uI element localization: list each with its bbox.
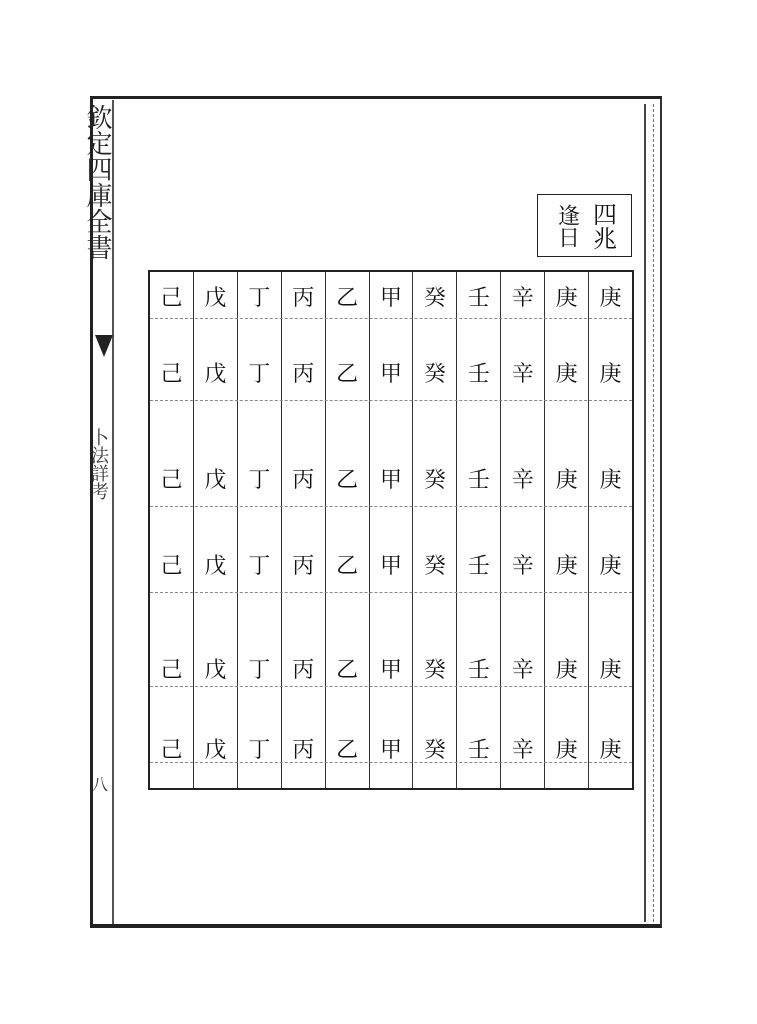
stem-grid-table bbox=[148, 270, 634, 790]
grid-cell: 壬 bbox=[467, 738, 490, 763]
grid-column-8 bbox=[281, 272, 325, 788]
grid-cell: 壬 bbox=[467, 554, 490, 579]
row-guide-rule bbox=[150, 400, 632, 401]
row-guide-rule bbox=[150, 506, 632, 507]
grid-cell: 丁 bbox=[248, 286, 271, 311]
grid-cell: 庚 bbox=[599, 362, 622, 387]
grid-column-6 bbox=[369, 272, 413, 788]
grid-cell: 丁 bbox=[248, 554, 271, 579]
grid-cell: 庚 bbox=[599, 468, 622, 493]
grid-cell: 己 bbox=[160, 554, 183, 579]
grid-cell: 辛 bbox=[511, 554, 534, 579]
heading-line-2: 逢日 bbox=[554, 203, 580, 248]
grid-cell: 甲 bbox=[380, 468, 403, 493]
grid-cell: 戊 bbox=[204, 658, 227, 683]
grid-cell: 丁 bbox=[248, 738, 271, 763]
grid-cell: 壬 bbox=[467, 658, 490, 683]
grid-column-2 bbox=[544, 272, 588, 788]
grid-cell: 丙 bbox=[292, 362, 315, 387]
grid-cell: 戊 bbox=[204, 286, 227, 311]
grid-column-3 bbox=[500, 272, 544, 788]
grid-cell: 乙 bbox=[336, 362, 359, 387]
grid-column-11 bbox=[150, 272, 193, 788]
grid-cell: 庚 bbox=[599, 738, 622, 763]
grid-cell: 己 bbox=[160, 286, 183, 311]
grid-cell: 丙 bbox=[292, 286, 315, 311]
grid-cell: 癸 bbox=[423, 286, 446, 311]
grid-column-9 bbox=[237, 272, 281, 788]
grid-column-5 bbox=[412, 272, 456, 788]
grid-cell: 庚 bbox=[555, 554, 578, 579]
grid-cell: 戊 bbox=[204, 554, 227, 579]
grid-column-4 bbox=[456, 272, 500, 788]
grid-cell: 甲 bbox=[380, 286, 403, 311]
grid-column-7 bbox=[325, 272, 369, 788]
grid-cell: 乙 bbox=[336, 468, 359, 493]
row-guide-rule bbox=[150, 592, 632, 593]
grid-cell: 庚 bbox=[555, 658, 578, 683]
grid-cell: 辛 bbox=[511, 468, 534, 493]
grid-cell: 癸 bbox=[423, 658, 446, 683]
grid-cell: 己 bbox=[160, 738, 183, 763]
grid-cell: 乙 bbox=[336, 286, 359, 311]
grid-cell: 丙 bbox=[292, 738, 315, 763]
grid-cell: 癸 bbox=[423, 738, 446, 763]
grid-cell: 戊 bbox=[204, 362, 227, 387]
grid-cell: 丙 bbox=[292, 554, 315, 579]
grid-cell: 丁 bbox=[248, 468, 271, 493]
grid-cell: 丙 bbox=[292, 658, 315, 683]
grid-cell: 庚 bbox=[555, 286, 578, 311]
grid-cell: 庚 bbox=[555, 362, 578, 387]
margin-subtitle: 卜法詳考 bbox=[88, 428, 109, 500]
heading-line-1: 四兆 bbox=[588, 201, 617, 250]
grid-cell: 甲 bbox=[380, 554, 403, 579]
grid-cell: 癸 bbox=[423, 468, 446, 493]
right-border-rule bbox=[644, 104, 654, 922]
grid-cell: 癸 bbox=[423, 362, 446, 387]
grid-cell: 戊 bbox=[204, 468, 227, 493]
grid-cell: 癸 bbox=[423, 554, 446, 579]
margin-book-title: 欽定四庫全書 bbox=[82, 104, 112, 260]
grid-cell: 辛 bbox=[511, 286, 534, 311]
grid-cell: 甲 bbox=[380, 658, 403, 683]
grid-cell: 乙 bbox=[336, 658, 359, 683]
grid-cell: 庚 bbox=[555, 468, 578, 493]
grid-cell: 丁 bbox=[248, 658, 271, 683]
grid-column-10 bbox=[193, 272, 237, 788]
grid-cell: 己 bbox=[160, 468, 183, 493]
grid-cell: 庚 bbox=[555, 738, 578, 763]
grid-cell: 辛 bbox=[511, 658, 534, 683]
grid-cell: 壬 bbox=[467, 362, 490, 387]
grid-cell: 壬 bbox=[467, 468, 490, 493]
section-heading bbox=[537, 194, 632, 257]
grid-cell: 乙 bbox=[336, 554, 359, 579]
grid-cell: 己 bbox=[160, 658, 183, 683]
grid-cell: 辛 bbox=[511, 362, 534, 387]
grid-cell: 丁 bbox=[248, 362, 271, 387]
grid-cell: 壬 bbox=[467, 286, 490, 311]
grid-cell: 戊 bbox=[204, 738, 227, 763]
grid-cell: 甲 bbox=[380, 738, 403, 763]
grid-cell: 丙 bbox=[292, 468, 315, 493]
row-guide-rule bbox=[150, 762, 632, 763]
grid-cell: 庚 bbox=[599, 658, 622, 683]
grid-column-1 bbox=[588, 272, 632, 788]
grid-cell: 己 bbox=[160, 362, 183, 387]
row-guide-rule bbox=[150, 686, 632, 687]
margin-page-number: 八 bbox=[92, 775, 109, 794]
fishtail-mark bbox=[92, 335, 114, 365]
grid-cell: 乙 bbox=[336, 738, 359, 763]
grid-cell: 辛 bbox=[511, 738, 534, 763]
grid-cell: 甲 bbox=[380, 362, 403, 387]
row-guide-rule bbox=[150, 318, 632, 319]
grid-cell: 庚 bbox=[599, 554, 622, 579]
grid-cell: 庚 bbox=[599, 286, 622, 311]
